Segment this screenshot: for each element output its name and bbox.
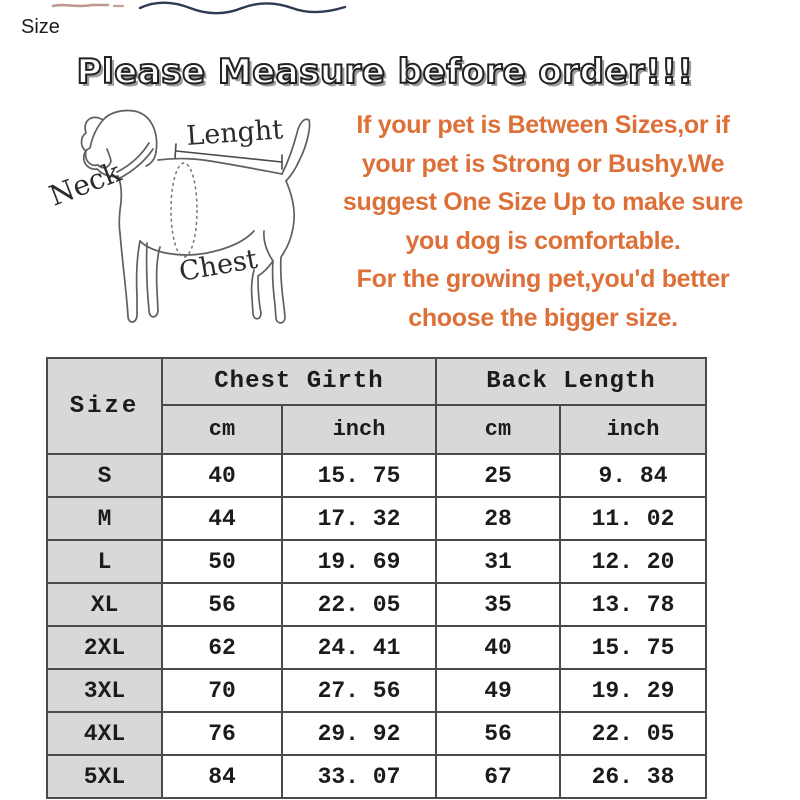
size-cell: S (47, 454, 162, 497)
back-inch-cell: 26. 38 (560, 755, 706, 798)
table-row (47, 454, 706, 497)
size-column-header: Size (47, 358, 162, 454)
dog-cheek-line (146, 152, 156, 166)
notice-line: choose the bigger size. (408, 303, 678, 332)
notice-line: If your pet is Between Sizes,or if (356, 111, 730, 139)
chest-cm-cell: 56 (162, 583, 282, 626)
dog-front-leg-near (120, 233, 140, 322)
chest-inch-cell: 17. 32 (282, 497, 436, 540)
back-inch-cell: 19. 29 (560, 669, 706, 712)
size-cell: L (47, 540, 162, 583)
table-row (47, 755, 706, 798)
dog-tail-outline (282, 119, 310, 181)
chest-cm-cell: 44 (162, 497, 282, 540)
chest-inch-header: inch (282, 405, 436, 454)
chest-inch-cell: 24. 41 (282, 626, 436, 669)
neck-label: Neck (44, 155, 126, 213)
back-inch-cell: 12. 20 (560, 540, 706, 583)
chest-inch-cell: 22. 05 (282, 583, 436, 626)
back-cm-cell: 40 (436, 626, 560, 669)
size-cell: 5XL (47, 755, 162, 798)
size-cell: 3XL (47, 669, 162, 712)
chest-cm-cell: 70 (162, 669, 282, 712)
table-row (47, 540, 706, 583)
chest-cm-cell: 50 (162, 540, 282, 583)
table-row (47, 583, 706, 626)
size-table (46, 357, 707, 799)
chest-girth-ellipse (171, 163, 197, 257)
chest-cm-cell: 84 (162, 755, 282, 798)
chest-inch-cell: 15. 75 (282, 454, 436, 497)
back-inch-cell: 13. 78 (560, 583, 706, 626)
table-row (47, 669, 706, 712)
back-inch-cell: 15. 75 (560, 626, 706, 669)
table-header-row-groups (47, 358, 706, 405)
table-row (47, 712, 706, 755)
size-cell: XL (47, 583, 162, 626)
chest-cm-cell: 40 (162, 454, 282, 497)
dog-collar-line-1 (117, 143, 149, 172)
notice-line: suggest One Size Up to make sure (342, 188, 744, 216)
back-inch-cell: 22. 05 (560, 712, 706, 755)
size-cell: M (47, 497, 162, 540)
chest-inch-cell: 29. 92 (282, 712, 436, 755)
back-inch-cell: 9. 84 (560, 454, 706, 497)
chest-cm-cell: 76 (162, 712, 282, 755)
back-cm-cell: 31 (436, 540, 560, 583)
back-length-header: Back Length (436, 358, 706, 405)
size-label: Size (21, 16, 60, 38)
length-label: Lenght (185, 114, 285, 152)
chest-cm-cell: 62 (162, 626, 282, 669)
wavy-line-decoration (140, 3, 345, 14)
notice-line: For the growing pet,you'd better (356, 265, 730, 293)
chest-label: Chest (176, 243, 260, 288)
length-measure-tick-left (175, 144, 176, 158)
notice-line: you dog is comfortable. (405, 226, 681, 255)
size-cell: 2XL (47, 626, 162, 669)
back-cm-cell: 25 (436, 454, 560, 497)
back-cm-cell: 35 (436, 583, 560, 626)
dog-measurement-diagram (30, 100, 352, 348)
red-scribble-decoration (53, 5, 108, 6)
back-cm-header: cm (436, 405, 560, 454)
length-measure-line (176, 151, 282, 162)
dog-head-outline (103, 110, 157, 152)
table-row (47, 626, 706, 669)
back-inch-cell: 11. 02 (560, 497, 706, 540)
chest-girth-header: Chest Girth (162, 358, 436, 405)
table-row (47, 497, 706, 540)
back-cm-cell: 49 (436, 669, 560, 712)
page-title: Please Measure before order!!! (76, 52, 694, 92)
dog-collar-line-2 (120, 149, 153, 178)
dog-front-leg-far (147, 243, 160, 317)
chest-cm-header: cm (162, 405, 282, 454)
back-cm-cell: 67 (436, 755, 560, 798)
notice-line: your pet is Strong or Bushy.We (361, 149, 725, 178)
back-cm-cell: 28 (436, 497, 560, 540)
back-inch-header: inch (560, 405, 706, 454)
chest-inch-cell: 33. 07 (282, 755, 436, 798)
chest-inch-cell: 19. 69 (282, 540, 436, 583)
chest-inch-cell: 27. 56 (282, 669, 436, 712)
size-cell: 4XL (47, 712, 162, 755)
sizing-notice (333, 106, 753, 337)
back-cm-cell: 56 (436, 712, 560, 755)
dog-hind-leg-near (264, 181, 294, 323)
